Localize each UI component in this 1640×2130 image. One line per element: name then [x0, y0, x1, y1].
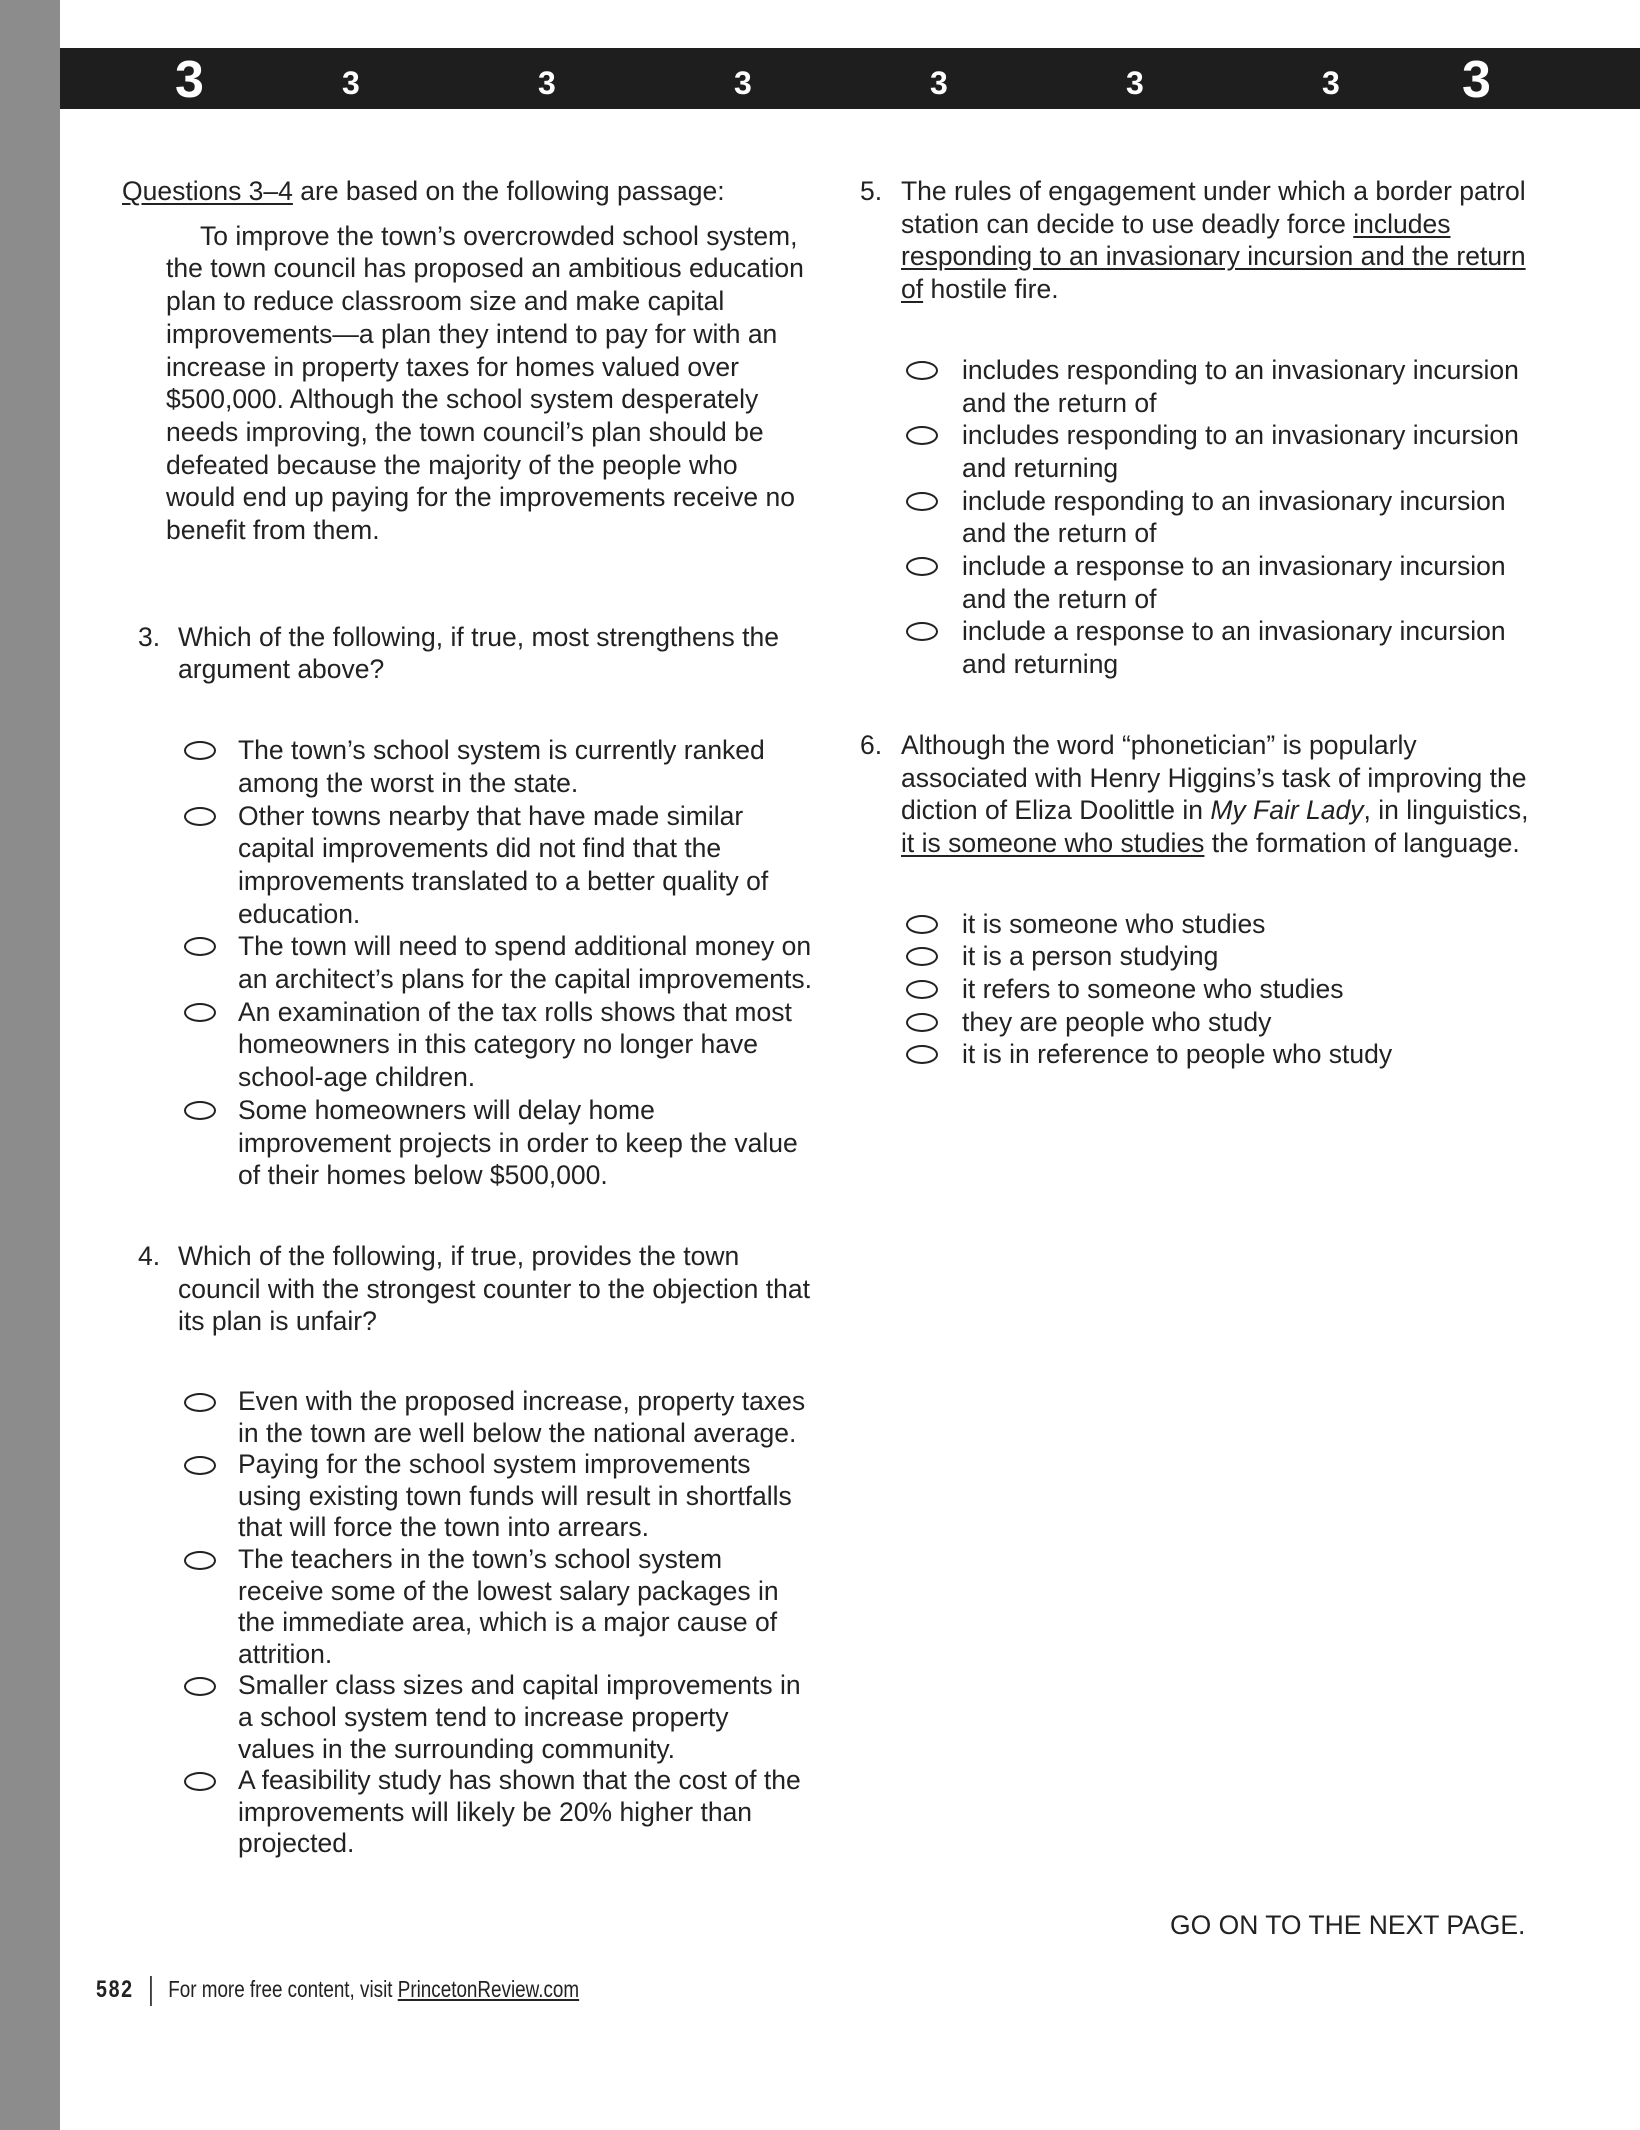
section-number: 3 — [342, 65, 360, 101]
answer-options — [860, 908, 1540, 1072]
option-text: Smaller class sizes and capital improvements in a school system tend to increase property values in the surrounding community. — [238, 1670, 801, 1764]
answer-option — [860, 1038, 1540, 1071]
option-text: The town will need to spend additional money on an architect’s plans for the capital improvements. — [238, 931, 812, 995]
section-number: 3 — [1462, 51, 1491, 109]
answer-bubble[interactable] — [906, 492, 938, 511]
page-number: 582 — [96, 1976, 134, 2004]
stem-text: , in linguistics, — [1363, 795, 1529, 826]
section-number: 3 — [538, 65, 556, 101]
question-stem: Which of the following, if true, most strengthens the argument above? — [178, 621, 779, 685]
option-text: it is in reference to people who study — [962, 1039, 1393, 1070]
question-number: 4. — [138, 1240, 161, 1271]
answer-bubble[interactable] — [184, 1551, 216, 1570]
option-text: Even with the proposed increase, property taxes in the town are well below the national average. — [238, 1386, 806, 1448]
option-text: Paying for the school system improvements using existing town funds will result in shortfalls that will force the town into arrears. — [238, 1449, 792, 1543]
option-text: Other towns nearby that have made similar capital improvements did not find that the improvements translated to a better quality of education. — [238, 800, 769, 929]
option-text: it is someone who studies — [962, 908, 1266, 939]
answer-option — [860, 615, 1540, 680]
answer-bubble[interactable] — [184, 1456, 216, 1475]
option-text: A feasibility study has shown that the cost of the improvements will likely be 20% higher than projected. — [238, 1765, 801, 1859]
princeton-review-link[interactable]: PrincetonReview.com — [397, 1976, 580, 2003]
section-number: 3 — [930, 65, 948, 101]
answer-option — [860, 1006, 1540, 1039]
underlined-portion: it is someone who studies — [901, 827, 1205, 858]
question-4 — [122, 1240, 812, 1860]
answer-bubble[interactable] — [184, 937, 216, 956]
option-text: The teachers in the town’s school system receive some of the lowest salary packages in the immediate area, which is a major cause of attrition. — [238, 1544, 779, 1669]
intro-text: are based on the following passage: — [292, 176, 725, 206]
footer-text: For more free content, visit — [168, 1976, 398, 2003]
answer-bubble[interactable] — [906, 361, 938, 380]
option-text: includes responding to an invasionary incursion and returning — [962, 420, 1519, 483]
answer-option — [860, 550, 1540, 615]
answer-bubble[interactable] — [906, 622, 938, 641]
answer-option — [122, 1449, 812, 1544]
stem-text: the formation of language. — [1204, 827, 1520, 858]
answer-option — [122, 734, 812, 799]
answer-bubble[interactable] — [906, 980, 938, 999]
page-footer — [96, 1976, 579, 2016]
answer-option — [860, 908, 1540, 941]
option-text: includes responding to an invasionary incursion and the return of — [962, 354, 1519, 418]
underlined-portion: includes responding to an invasionary incursion and the return of — [901, 208, 1526, 305]
stem-text: Although the word “phonetician” is popularly associated with Henry Higgins’s task of improving the diction of Eliza Doolittle in — [901, 729, 1527, 826]
answer-bubble[interactable] — [906, 557, 938, 576]
answer-options — [122, 734, 812, 1192]
answer-bubble[interactable] — [184, 807, 216, 826]
answer-bubble[interactable] — [184, 1101, 216, 1120]
left-column — [122, 175, 812, 1860]
question-5 — [860, 175, 1540, 681]
answer-bubble[interactable] — [184, 741, 216, 760]
question-stem: Which of the following, if true, provides the town council with the strongest counter to the objection that its plan is unfair? — [178, 1240, 810, 1337]
question-stem — [901, 729, 1540, 860]
answer-option — [122, 930, 812, 995]
answer-bubble[interactable] — [906, 947, 938, 966]
question-6 — [860, 729, 1540, 1071]
section-header-bar — [60, 48, 1640, 109]
question-stem — [901, 175, 1540, 306]
answer-options — [860, 354, 1540, 681]
answer-option — [122, 1765, 812, 1860]
answer-option — [122, 1386, 812, 1449]
answer-bubble[interactable] — [906, 1013, 938, 1032]
section-number: 3 — [1322, 65, 1340, 101]
section-number: 3 — [1126, 65, 1144, 101]
option-text: include responding to an invasionary incursion and the return of — [962, 485, 1506, 549]
answer-option — [122, 1670, 812, 1765]
answer-option — [860, 419, 1540, 484]
question-number: 6. — [860, 729, 883, 760]
right-column — [860, 175, 1540, 1071]
next-page-notice: GO ON TO THE NEXT PAGE. — [1170, 1910, 1526, 1940]
stem-text: hostile fire. — [923, 274, 1059, 305]
option-text: they are people who study — [962, 1006, 1272, 1037]
option-text: it refers to someone who studies — [962, 974, 1344, 1005]
answer-option — [860, 940, 1540, 973]
answer-bubble[interactable] — [906, 426, 938, 445]
answer-option — [860, 354, 1540, 419]
answer-bubble[interactable] — [184, 1677, 216, 1696]
answer-bubble[interactable] — [906, 1045, 938, 1064]
answer-option — [860, 485, 1540, 550]
questions-reference: Questions 3–4 — [122, 176, 293, 206]
passage-text: To improve the town’s overcrowded school system, the town council has proposed an ambitious education plan to reduce classroom size and make capital improvements—a plan they intend to pay for with an increase in property taxes for homes valued over $500,000. Although the school system desperately needs improving, the town council’s plan should be defeated because the majority of the people who would end up paying for the improvements receive no benefit from them. — [166, 220, 804, 546]
question-3 — [122, 621, 812, 1192]
answer-bubble[interactable] — [184, 1393, 216, 1412]
option-text: An examination of the tax rolls shows that most homeowners in this category no longer have school-age children. — [238, 996, 792, 1093]
option-text: The town’s school system is currently ranked among the worst in the state. — [238, 735, 765, 798]
footer-divider — [150, 1976, 152, 2006]
answer-options — [122, 1386, 812, 1860]
answer-option — [122, 1094, 812, 1192]
answer-option — [860, 973, 1540, 1006]
option-text: Some homeowners will delay home improvement projects in order to keep the value of their homes below $500,000. — [238, 1094, 798, 1191]
option-text: include a response to an invasionary incursion and returning — [962, 616, 1506, 680]
answer-option — [122, 996, 812, 1094]
option-text: it is a person studying — [962, 941, 1219, 972]
italic-title: My Fair Lady — [1210, 795, 1364, 826]
answer-bubble[interactable] — [184, 1003, 216, 1022]
section-number: 3 — [734, 65, 752, 101]
section-number: 3 — [175, 51, 204, 109]
answer-option — [122, 800, 812, 931]
answer-bubble[interactable] — [184, 1772, 216, 1791]
question-number: 3. — [138, 621, 161, 652]
passage-intro — [122, 175, 812, 208]
answer-option — [122, 1544, 812, 1670]
question-number: 5. — [860, 176, 883, 206]
answer-bubble[interactable] — [906, 915, 938, 934]
stem-text: The rules of engagement under which a border patrol station can decide to use deadly force — [901, 176, 1526, 239]
option-text: include a response to an invasionary incursion and the return of — [962, 551, 1506, 614]
left-gutter — [0, 0, 60, 2130]
